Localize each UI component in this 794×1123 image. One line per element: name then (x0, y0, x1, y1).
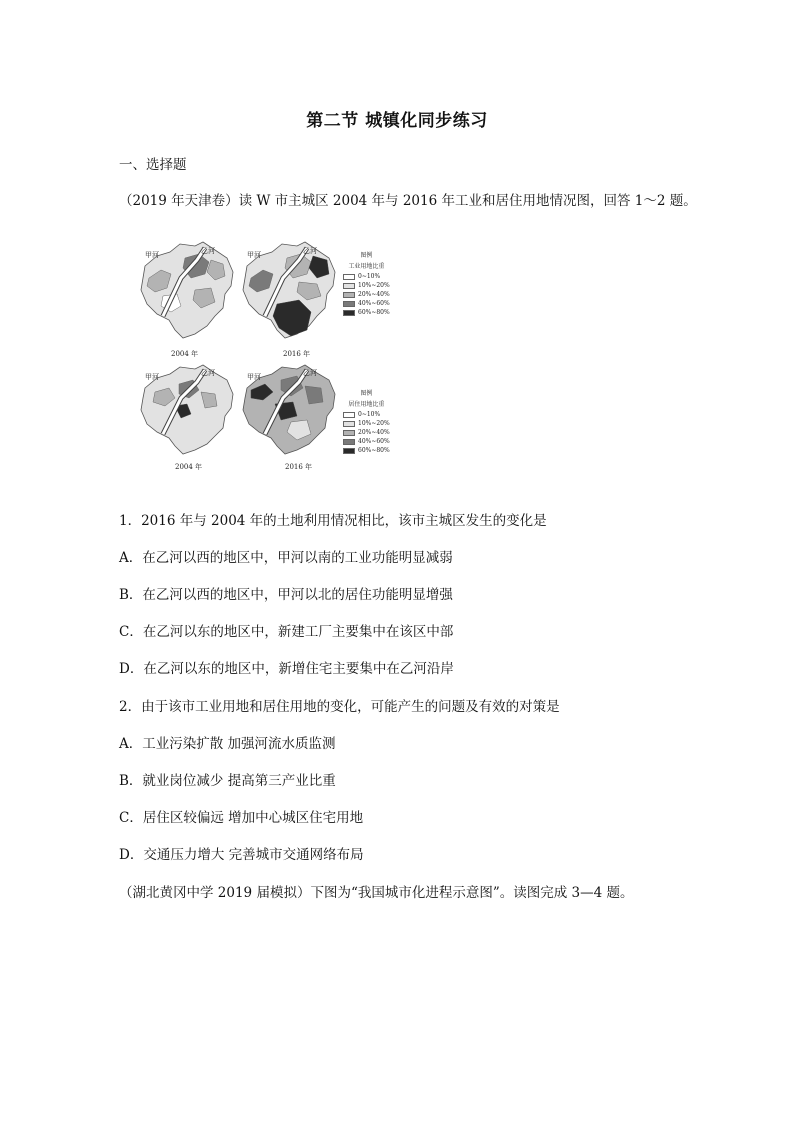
map-year-2004: 2004 年 (175, 463, 203, 471)
legend-item: 60%~80% (343, 446, 390, 455)
legend-item: 40%~60% (343, 299, 390, 308)
map-label-yi-he: 乙河 (201, 369, 215, 377)
map-year-2016: 2016 年 (283, 350, 311, 358)
map-label-jia-he: 甲河 (247, 373, 261, 381)
legend-residential (343, 388, 390, 455)
map-label-jia-he: 甲河 (145, 373, 159, 381)
intro-text-2: （湖北黄冈中学 2019 届模拟）下图为“我国城市化进程示意图”。读图完成 3—4 题。 (119, 885, 634, 901)
legend-subheading: 居住用地比重 (348, 401, 385, 408)
map-label-jia-he: 甲河 (145, 251, 159, 259)
question-2-option-b: B．就业岗位减少 提高第三产业比重 (119, 773, 336, 789)
legend-heading: 图例 (360, 252, 373, 259)
legend-item: 10%~20% (343, 419, 390, 428)
map-label-yi-he: 乙河 (201, 247, 215, 255)
legend-item: 10%~20% (343, 281, 390, 290)
map-label-yi-he: 乙河 (303, 247, 317, 255)
legend-item: 0~10% (343, 410, 390, 419)
question-2-option-a: A．工业污染扩散 加强河流水质监测 (119, 736, 336, 752)
question-2-option-c: C．居住区较偏远 增加中心城区住宅用地 (119, 810, 364, 826)
legend-item: 20%~40% (343, 290, 390, 299)
map-label-jia-he: 甲河 (247, 251, 261, 259)
map-year-2004: 2004 年 (171, 350, 199, 358)
legend-item: 20%~40% (343, 428, 390, 437)
land-use-figure (135, 238, 395, 471)
question-1-option-d: D．在乙河以东的地区中，新增住宅主要集中在乙河沿岸 (119, 661, 454, 677)
legend-subheading: 工业用地比重 (348, 263, 385, 270)
legend-heading: 图例 (360, 390, 373, 397)
map-year-2016: 2016 年 (285, 463, 313, 471)
question-1-option-b: B．在乙河以西的地区中，甲河以北的居住功能明显增强 (119, 587, 453, 603)
section-heading: 一、选择题 (119, 157, 187, 173)
question-1-option-a: A．在乙河以西的地区中，甲河以南的工业功能明显减弱 (119, 550, 453, 566)
legend-item: 40%~60% (343, 437, 390, 446)
legend-item: 60%~80% (343, 308, 390, 317)
question-2-option-d: D．交通压力增大 完善城市交通网络布局 (119, 847, 364, 863)
question-1-stem: 1．2016 年与 2004 年的土地利用情况相比，该市主城区发生的变化是 (119, 513, 547, 529)
page-title: 第二节 城镇化同步练习 (306, 111, 488, 131)
intro-text-1: （2019 年天津卷）读 W 市主城区 2004 年与 2016 年工业和居住用地情况图，回答 1～2 题。 (119, 193, 697, 209)
legend-item: 0~10% (343, 272, 390, 281)
question-2-stem: 2．由于该市工业用地和居住用地的变化，可能产生的问题及有效的对策是 (119, 699, 560, 715)
map-label-yi-he: 乙河 (303, 369, 317, 377)
legend-industrial (343, 250, 390, 317)
question-1-option-c: C．在乙河以东的地区中，新建工厂主要集中在该区中部 (119, 624, 454, 640)
